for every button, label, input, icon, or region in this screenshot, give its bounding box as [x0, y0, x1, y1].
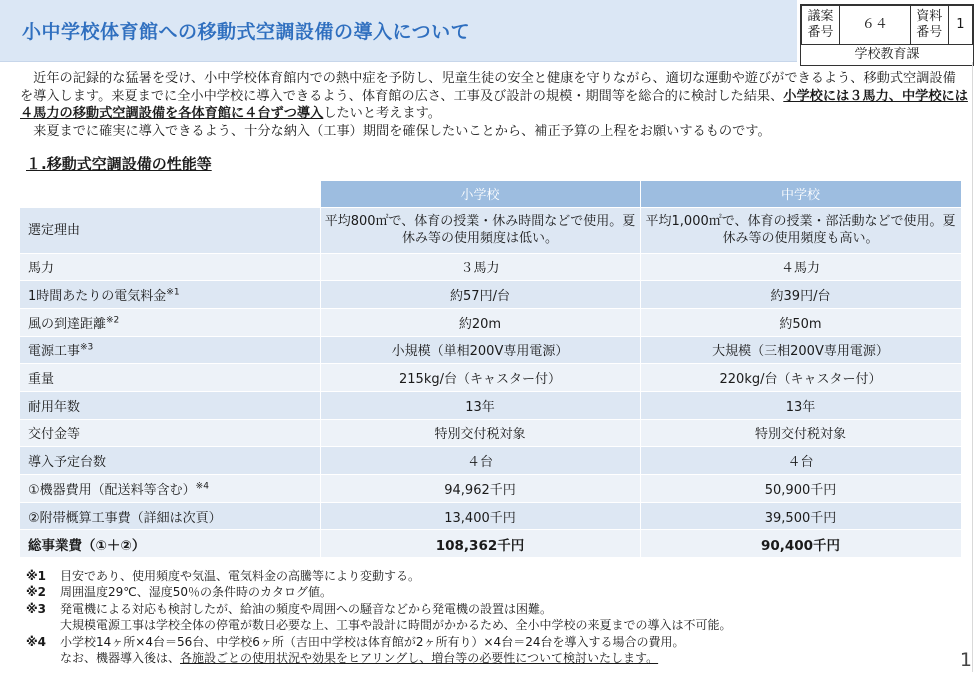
intro-p1-b: したいと考えます。: [323, 106, 441, 121]
table-row: [20, 253, 961, 281]
table-row: [20, 207, 961, 253]
closing-note-underlined: 各施設ごとの使用状況や効果をヒアリングし、増台等の必要性について検討いたします。: [180, 651, 659, 666]
elementary-value: 小規模（単相200V専用電源）: [320, 336, 640, 364]
row-item-label: [20, 336, 320, 364]
footnote-ref: ※1: [166, 287, 180, 298]
elementary-value: ３馬力: [320, 253, 640, 281]
header-elementary: 小学校: [320, 181, 640, 207]
footnote-mark: ※4: [26, 634, 47, 649]
table-row: [20, 336, 961, 364]
junior-high-value: ４台: [640, 447, 961, 475]
intro-text: [20, 70, 968, 140]
agenda-number-label: 議案番号: [802, 6, 840, 45]
row-item-label: [20, 419, 320, 447]
table-row: [20, 308, 961, 336]
document-id-box: [800, 4, 974, 66]
elementary-value: 約57円/台: [320, 281, 640, 309]
row-item-text: ②附帯概算工事費（詳細は次頁）: [28, 510, 222, 526]
footnote: [26, 601, 956, 617]
spec-table-body: [20, 207, 961, 558]
title-band: [0, 0, 797, 62]
junior-high-value: 大規模（三相200V専用電源）: [640, 336, 961, 364]
footnotes: [26, 568, 956, 666]
closing-note-pre: なお、機器導入後は、: [60, 651, 181, 666]
footnote-ref: ※2: [106, 315, 120, 326]
junior-high-value: 50,900千円: [640, 475, 961, 503]
table-row: [20, 447, 961, 475]
table-row: [20, 281, 961, 309]
row-item-text: 導入予定台数: [28, 455, 107, 471]
row-item-label: [20, 281, 320, 309]
junior-high-value: 90,400千円: [640, 530, 961, 558]
closing-note: [26, 650, 956, 666]
row-item-label: [20, 253, 320, 281]
footnote-text: 大規模電源工事は学校全体の停電が数日必要な上、工事や設計に時間がかかるため、全小中学校の来夏までの導入は不可能。: [60, 618, 732, 633]
junior-high-value: 特別交付税対象: [640, 419, 961, 447]
junior-high-value: ４馬力: [640, 253, 961, 281]
section-heading: １.移動式空調設備の性能等: [26, 155, 212, 173]
footnote: [26, 584, 956, 600]
material-number-label: 資料番号: [910, 6, 948, 45]
elementary-value: 13,400千円: [320, 502, 640, 530]
footnote-mark: ※2: [26, 585, 47, 600]
page-edge-line: [972, 62, 973, 672]
table-row: [20, 502, 961, 530]
row-item-text: 耐用年数: [28, 399, 81, 415]
footnote: [26, 634, 956, 650]
elementary-value: 特別交付税対象: [320, 419, 640, 447]
footnote: [26, 568, 956, 584]
elementary-value: 215kg/台（キャスター付）: [320, 364, 640, 392]
footnote-text: 目安であり、使用頻度や気温、電気料金の高騰等により変動する。: [60, 569, 421, 583]
row-item-text: 馬力: [28, 261, 55, 277]
intro-p1-bold: 小学校には３馬力、中学校には４馬力の移動式空調設備を各体育館に４台ずつ導入: [20, 88, 968, 121]
junior-high-value: 39,500千円: [640, 502, 961, 530]
footnote-text: 小学校14ヶ所×4台＝56台、中学校6ヶ所（吉田中学校は体育館が2ヶ所有り）×4台＝24台を導入する場合の費用。: [60, 634, 685, 649]
material-number-value: 1: [948, 6, 972, 45]
department-name: 学校教育課: [854, 47, 920, 62]
footnote-mark: ※3: [26, 601, 47, 616]
elementary-value: 約20m: [320, 308, 640, 336]
header-junior-high: 中学校: [640, 181, 961, 207]
elementary-value: 平均800㎡で、体育の授業・休み時間などで使用。夏休み等の使用頻度は低い。: [320, 207, 640, 253]
junior-high-value: 220kg/台（キャスター付）: [640, 364, 961, 392]
intro-p2: 来夏までに確実に導入できるよう、十分な納入（工事）期間を確保したいことから、補正予算の上程をお願いするものです。: [20, 123, 771, 139]
footnote: [26, 617, 956, 633]
table-row: [20, 364, 961, 392]
row-item-label: [20, 308, 320, 336]
agenda-number-value: ６４: [840, 6, 911, 45]
spec-table-header: [20, 181, 961, 207]
footnote-text: 周囲温度29℃、湿度50％の条件時のカタログ値。: [60, 585, 333, 600]
elementary-value: 94,962千円: [320, 475, 640, 503]
row-item-text: 風の到達距離: [28, 316, 107, 332]
intro-p1-a: 近年の記録的な猛暑を受け、小中学校体育館内での熱中症を予防し、児童生徒の安全と健康を守りながら、適切な運動や遊びができるよう、移動式空調設備を導入します。来夏までに全小中学校に導入できるよう、体育館の広さ、工事及び設計の規模・期間等を総合的に検討した結果、: [20, 71, 956, 104]
page-title: 小中学校体育館への移動式空調設備の導入について: [22, 21, 471, 43]
row-item-label: [20, 447, 320, 475]
junior-high-value: 約39円/台: [640, 281, 961, 309]
spec-table: [20, 181, 962, 558]
footnote-mark: ※1: [26, 569, 47, 583]
notes-list: [26, 568, 956, 650]
elementary-value: 13年: [320, 391, 640, 419]
junior-high-value: 13年: [640, 391, 961, 419]
table-row: [20, 475, 961, 503]
row-item-label: [20, 475, 320, 503]
page-number: 1: [959, 649, 972, 671]
row-item-text: 重量: [28, 372, 55, 388]
elementary-value: ４台: [320, 447, 640, 475]
table-row: [20, 391, 961, 419]
table-row: [20, 419, 961, 447]
row-item-text: 総事業費（①＋②）: [28, 537, 146, 554]
header-blank: [20, 181, 320, 207]
row-item-text: ①機器費用（配送料等含む）: [28, 482, 196, 498]
table-row: [20, 530, 961, 558]
row-item-label: [20, 530, 320, 558]
row-item-text: 交付金等: [28, 427, 81, 443]
id-table: [801, 5, 973, 45]
row-item-label: [20, 364, 320, 392]
footnote-text: 発電機による対応も検討したが、給油の頻度や周囲への騒音などから発電機の設置は困難。: [60, 601, 553, 616]
closing-note-indent: [26, 650, 60, 666]
junior-high-value: 平均1,000㎡で、体育の授業・部活動などで使用。夏休み等の使用頻度も高い。: [640, 207, 961, 253]
elementary-value: 108,362千円: [320, 530, 640, 558]
footnote-mark: [26, 617, 60, 633]
row-item-label: [20, 502, 320, 530]
row-item-text: 選定理由: [28, 222, 81, 238]
footnote-ref: ※4: [195, 481, 209, 492]
footnote-ref: ※3: [80, 343, 94, 354]
row-item-label: [20, 391, 320, 419]
junior-high-value: 約50m: [640, 308, 961, 336]
row-item-text: 電源工事: [28, 344, 81, 360]
row-item-label: [20, 207, 320, 253]
row-item-text: 1時間あたりの電気料金: [28, 289, 167, 305]
